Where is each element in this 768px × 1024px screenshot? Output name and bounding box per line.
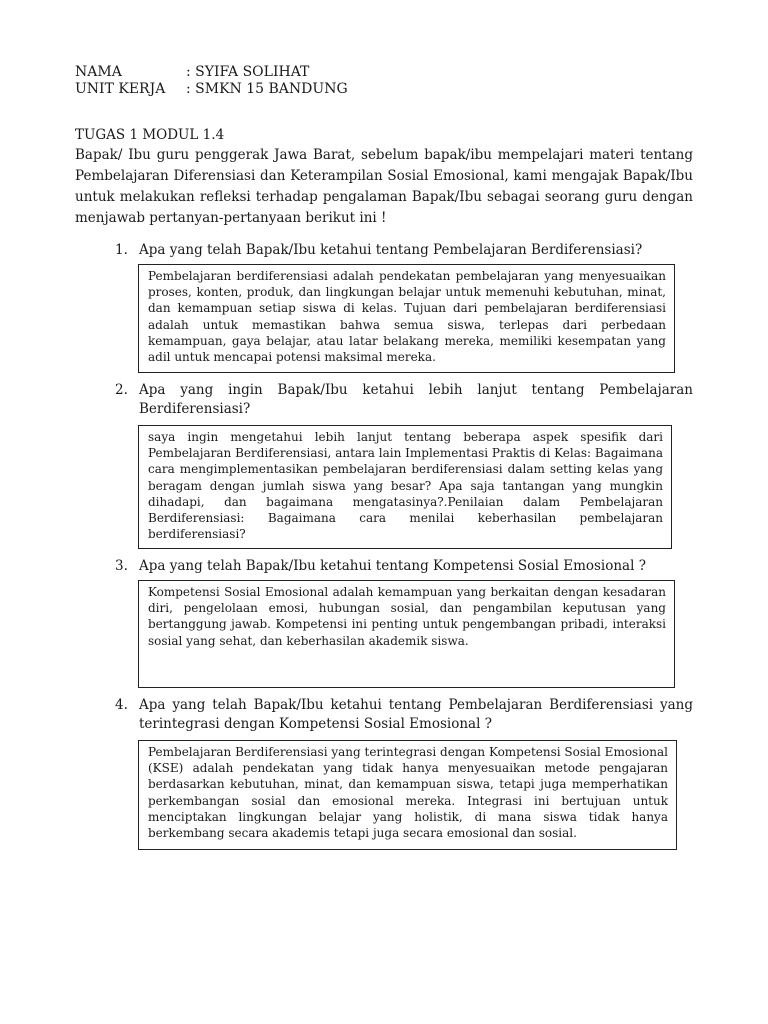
question-1 [75,241,693,260]
task-intro: Bapak/ Ibu guru penggerak Jawa Barat, sebelum bapak/ibu mempelajari materi tentang Pembelajaran Diferensiasi dan Keterampilan Sosial Emosional, kami mengajak Bapak/Ibu untuk melakukan refleksi terhadap pengalaman Bapak/Ibu sebagai seorang guru dengan menjawab pertanyan-pertanyaan berikut ini ! [75,147,693,226]
question-text: Apa yang telah Bapak/Ibu ketahui tentang Pembelajaran Berdiferensiasi? [139,242,643,258]
task-title: TUGAS 1 MODUL 1.4 [75,127,225,143]
answer-box-1: Pembelajaran berdiferensiasi adalah pendekatan pembelajaran yang menyesuaikan proses, konten, produk, dan lingkungan belajar untuk memenuhi kebutuhan, minat, dan kemampuan setiap siswa di kelas. Tujuan dari pembelajaran berdiferensiasi adalah untuk memastikan bahwa semua siswa, terlepas dari perbedaan kemampuan, gaya belajar, atau latar belakang mereka, memiliki kesempatan yang adil untuk mencapai potensi maksimal mereka. [138,264,675,373]
name-value: : SYIFA SOLIHAT [186,64,310,80]
document-page [75,64,693,850]
answer-box-4: Pembelajaran Berdiferensiasi yang terintegrasi dengan Kompetensi Sosial Emosional (KSE) adalah pendekatan yang tidak hanya menyesuaikan metode pengajaran berdasarkan kebutuhan, minat, dan kemampuan siswa, tetapi juga memperhatikan perkembangan sosial dan emosional mereka. Integrasi ini bertujuan untuk menciptakan lingkungan belajar yang holistik, di mana siswa tidak hanya berkembang secara akademis tetapi juga secara emosional dan sosial. [138,740,677,850]
question-4 [75,696,693,734]
answer-box-2: saya ingin mengetahui lebih lanjut tentang beberapa aspek spesifik dari Pembelajaran Berdiferensiasi, antara lain Implementasi Praktis di Kelas: Bagaimana cara mengimplementasikan pembelajaran berdiferensiasi dalam setting kelas yang beragam dengan jumlah siswa yang besar? Apa saja tantangan yang mungkin dihadapi, dan bagaimana mengatasinya?.Penilaian dalam Pembelajaran Berdiferensiasi: Bagaimana cara menilai keberhasilan pembelajaran berdiferensiasi? [138,425,672,549]
question-2 [75,381,693,419]
answer-box-3: Kompetensi Sosial Emosional adalah kemampuan yang berkaitan dengan kesadaran diri, pengelolaan emosi, hubungan sosial, dan pengambilan keputusan yang bertanggung jawab. Kompetensi ini penting untuk pengembangan pribadi, interaksi sosial yang sehat, dan keberhasilan akademik siswa. [138,580,675,688]
question-text: Apa yang telah Bapak/Ibu ketahui tentang Kompetensi Sosial Emosional ? [139,558,646,574]
question-number: 3. [115,558,128,574]
question-text: Apa yang ingin Bapak/Ibu ketahui lebih lanjut tentang Pembelajaran Berdiferensiasi? [139,382,693,417]
name-label: NAMA [75,64,122,80]
question-number: 2. [115,382,128,398]
unit-label: UNIT KERJA [75,81,166,97]
name-row [75,64,693,81]
question-text: Apa yang telah Bapak/Ibu ketahui tentang Pembelajaran Berdiferensiasi yang terintegrasi dengan Kompetensi Sosial Emosional ? [139,697,693,732]
unit-value: : SMKN 15 BANDUNG [186,81,348,97]
question-number: 4. [115,697,128,713]
question-3 [75,557,693,576]
question-number: 1. [115,242,128,258]
unit-row [75,81,693,98]
